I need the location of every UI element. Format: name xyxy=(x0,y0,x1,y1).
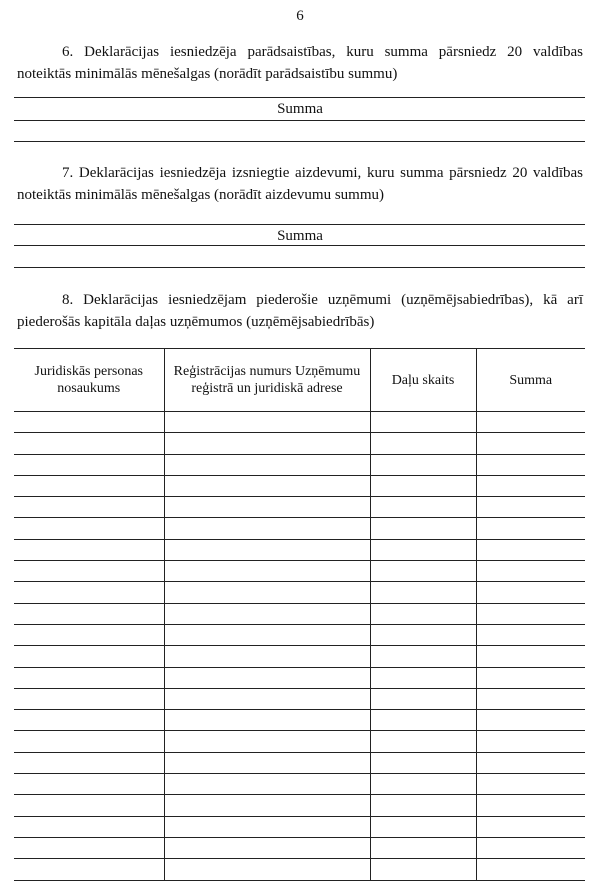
table-row xyxy=(14,624,585,645)
section-8-text: 8. Deklarācijas iesniedzējam piederošie uzņēmumi (uzņēmējsabiedrības), kā arī piederošās kapitāla daļas uzņēmumos (uzņēmējsabiedrībās) xyxy=(17,292,583,330)
section-7-line-3 xyxy=(14,267,585,268)
cell-name[interactable] xyxy=(14,667,164,688)
cell-sum[interactable] xyxy=(476,561,585,582)
cell-name[interactable] xyxy=(14,774,164,795)
cell-sum[interactable] xyxy=(476,837,585,858)
cell-name[interactable] xyxy=(14,539,164,560)
table-row xyxy=(14,582,585,603)
cell-shares[interactable] xyxy=(370,497,476,518)
table-row xyxy=(14,816,585,837)
cell-shares[interactable] xyxy=(370,646,476,667)
cell-name[interactable] xyxy=(14,624,164,645)
cell-name[interactable] xyxy=(14,837,164,858)
cell-shares[interactable] xyxy=(370,795,476,816)
cell-registration[interactable] xyxy=(164,433,370,454)
cell-sum[interactable] xyxy=(476,539,585,560)
cell-shares[interactable] xyxy=(370,774,476,795)
cell-registration[interactable] xyxy=(164,816,370,837)
table-row xyxy=(14,731,585,752)
cell-name[interactable] xyxy=(14,603,164,624)
cell-sum[interactable] xyxy=(476,816,585,837)
companies-table xyxy=(14,348,585,881)
section-6-line-2 xyxy=(14,120,585,121)
cell-registration[interactable] xyxy=(164,539,370,560)
cell-registration[interactable] xyxy=(164,412,370,433)
cell-name[interactable] xyxy=(14,561,164,582)
table-row xyxy=(14,475,585,496)
cell-registration[interactable] xyxy=(164,795,370,816)
cell-registration[interactable] xyxy=(164,752,370,773)
table-row xyxy=(14,454,585,475)
section-7-line-1 xyxy=(14,224,585,225)
cell-registration[interactable] xyxy=(164,603,370,624)
cell-registration[interactable] xyxy=(164,710,370,731)
cell-sum[interactable] xyxy=(476,731,585,752)
cell-shares[interactable] xyxy=(370,710,476,731)
cell-name[interactable] xyxy=(14,433,164,454)
cell-sum[interactable] xyxy=(476,603,585,624)
table-row xyxy=(14,539,585,560)
cell-name[interactable] xyxy=(14,475,164,496)
cell-registration[interactable] xyxy=(164,561,370,582)
table-header-row xyxy=(14,349,585,412)
cell-shares[interactable] xyxy=(370,539,476,560)
cell-shares[interactable] xyxy=(370,454,476,475)
cell-name[interactable] xyxy=(14,688,164,709)
cell-registration[interactable] xyxy=(164,475,370,496)
section-6-summa-label: Summa xyxy=(277,101,323,117)
column-header-name: Juridiskās personas nosaukums xyxy=(14,349,164,412)
cell-shares[interactable] xyxy=(370,603,476,624)
cell-sum[interactable] xyxy=(476,688,585,709)
cell-shares[interactable] xyxy=(370,731,476,752)
cell-sum[interactable] xyxy=(476,475,585,496)
cell-shares[interactable] xyxy=(370,433,476,454)
cell-sum[interactable] xyxy=(476,795,585,816)
cell-shares[interactable] xyxy=(370,412,476,433)
cell-shares[interactable] xyxy=(370,624,476,645)
cell-sum[interactable] xyxy=(476,582,585,603)
cell-shares[interactable] xyxy=(370,752,476,773)
section-7-summa-label: Summa xyxy=(277,228,323,244)
page-number: 6 xyxy=(296,8,304,24)
cell-name[interactable] xyxy=(14,710,164,731)
table-row xyxy=(14,646,585,667)
cell-shares[interactable] xyxy=(370,518,476,539)
cell-sum[interactable] xyxy=(476,774,585,795)
cell-shares[interactable] xyxy=(370,688,476,709)
section-6-line-1 xyxy=(14,97,585,98)
cell-sum[interactable] xyxy=(476,497,585,518)
cell-shares[interactable] xyxy=(370,667,476,688)
cell-registration[interactable] xyxy=(164,774,370,795)
cell-sum[interactable] xyxy=(476,624,585,645)
cell-registration[interactable] xyxy=(164,837,370,858)
cell-name[interactable] xyxy=(14,497,164,518)
cell-shares[interactable] xyxy=(370,816,476,837)
cell-registration[interactable] xyxy=(164,731,370,752)
cell-sum[interactable] xyxy=(476,710,585,731)
table-row xyxy=(14,795,585,816)
table-row xyxy=(14,561,585,582)
cell-name[interactable] xyxy=(14,518,164,539)
cell-name[interactable] xyxy=(14,582,164,603)
table-row xyxy=(14,710,585,731)
cell-shares[interactable] xyxy=(370,561,476,582)
table-row xyxy=(14,667,585,688)
cell-sum[interactable] xyxy=(476,518,585,539)
cell-sum[interactable] xyxy=(476,412,585,433)
cell-name[interactable] xyxy=(14,816,164,837)
section-7-line-2 xyxy=(14,245,585,246)
cell-name[interactable] xyxy=(14,454,164,475)
table-row xyxy=(14,518,585,539)
cell-sum[interactable] xyxy=(476,667,585,688)
cell-name[interactable] xyxy=(14,412,164,433)
cell-registration[interactable] xyxy=(164,624,370,645)
cell-registration[interactable] xyxy=(164,667,370,688)
section-6-line-3 xyxy=(14,141,585,142)
cell-shares[interactable] xyxy=(370,837,476,858)
cell-registration[interactable] xyxy=(164,646,370,667)
cell-sum[interactable] xyxy=(476,433,585,454)
table-row xyxy=(14,433,585,454)
table-row xyxy=(14,497,585,518)
section-7-text: 7. Deklarācijas iesniedzēja izsniegtie aizdevumi, kuru summa pārsniedz 20 valdības noteiktās minimālās mēnešalgas (norādīt aizdevumu summu) xyxy=(17,165,583,203)
table-row xyxy=(14,688,585,709)
cell-registration[interactable] xyxy=(164,454,370,475)
cell-name[interactable] xyxy=(14,795,164,816)
column-header-registration: Reģistrācijas numurs Uzņēmumu reģistrā un juridiskā adrese xyxy=(164,349,370,412)
cell-sum[interactable] xyxy=(476,646,585,667)
table-row xyxy=(14,774,585,795)
cell-name[interactable] xyxy=(14,731,164,752)
cell-sum[interactable] xyxy=(476,752,585,773)
cell-sum[interactable] xyxy=(476,454,585,475)
column-header-sum: Summa xyxy=(476,349,585,412)
cell-registration[interactable] xyxy=(164,582,370,603)
table-row xyxy=(14,837,585,858)
column-header-shares: Daļu skaits xyxy=(370,349,476,412)
cell-registration[interactable] xyxy=(164,688,370,709)
cell-registration[interactable] xyxy=(164,518,370,539)
cell-registration[interactable] xyxy=(164,497,370,518)
table-row xyxy=(14,412,585,433)
section-6-text: 6. Deklarācijas iesniedzēja parādsaistības, kuru summa pārsniedz 20 valdības noteiktās minimālās mēnešalgas (norādīt parādsaistību summu) xyxy=(17,44,583,82)
cell-shares[interactable] xyxy=(370,582,476,603)
cell-name[interactable] xyxy=(14,752,164,773)
cell-name[interactable] xyxy=(14,646,164,667)
cell-shares[interactable] xyxy=(370,475,476,496)
table-body xyxy=(14,412,585,881)
table-row xyxy=(14,603,585,624)
table-row xyxy=(14,752,585,773)
